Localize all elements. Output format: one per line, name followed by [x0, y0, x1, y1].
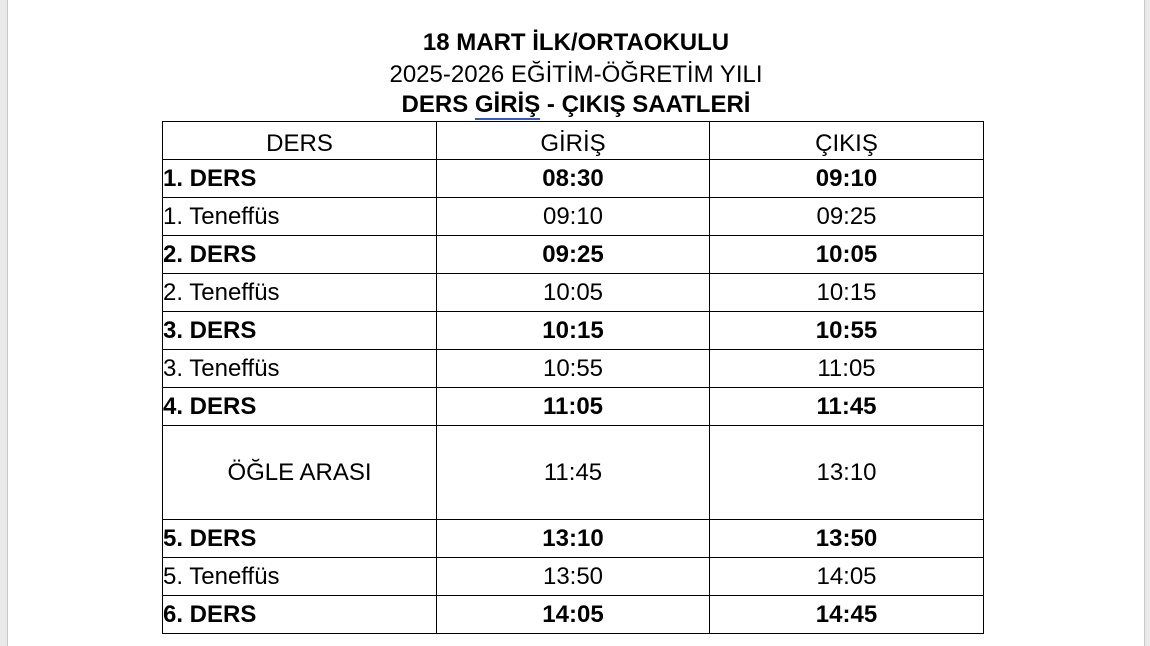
period-name: 1. Teneffüs — [163, 198, 437, 236]
table-row — [163, 520, 984, 558]
exit-time: 13:50 — [710, 520, 984, 558]
schedule-title-part: - ÇIKIŞ SAATLERİ — [540, 91, 751, 118]
period-name: 3. DERS — [163, 312, 437, 350]
exit-time: 14:45 — [710, 596, 984, 634]
period-name: 5. Teneffüs — [163, 558, 437, 596]
entry-time: 10:15 — [437, 312, 710, 350]
entry-time: 11:45 — [437, 426, 710, 520]
table-row — [163, 558, 984, 596]
exit-time: 09:25 — [710, 198, 984, 236]
exit-time: 10:05 — [710, 236, 984, 274]
table-header-row — [163, 122, 984, 160]
entry-time: 14:05 — [437, 596, 710, 634]
column-header-giris: GİRİŞ — [437, 122, 710, 160]
entry-time: 09:25 — [437, 236, 710, 274]
entry-time: 10:55 — [437, 350, 710, 388]
spellcheck-underlined-word[interactable]: GİRİŞ — [474, 91, 541, 118]
academic-year: 2025-2026 EĞİTİM-ÖĞRETİM YILI — [389, 61, 763, 88]
exit-time: 11:05 — [710, 350, 984, 388]
period-name: 3. Teneffüs — [163, 350, 437, 388]
table-row — [163, 426, 984, 520]
entry-time: 11:05 — [437, 388, 710, 426]
entry-time: 09:10 — [437, 198, 710, 236]
period-name: 4. DERS — [163, 388, 437, 426]
period-name: 1. DERS — [163, 160, 437, 198]
entry-time: 13:50 — [437, 558, 710, 596]
table-row — [163, 160, 984, 198]
table-row — [163, 198, 984, 236]
entry-time: 13:10 — [437, 520, 710, 558]
period-name: 6. DERS — [163, 596, 437, 634]
table-row — [163, 312, 984, 350]
document-page — [7, 0, 1145, 646]
schedule-title-part: DERS — [401, 91, 475, 118]
period-name: 2. Teneffüs — [163, 274, 437, 312]
period-name: 2. DERS — [163, 236, 437, 274]
table-row — [163, 596, 984, 634]
column-header-ders: DERS — [163, 122, 437, 160]
table-row — [163, 388, 984, 426]
entry-time: 10:05 — [437, 274, 710, 312]
period-name: 5. DERS — [163, 520, 437, 558]
exit-time: 13:10 — [710, 426, 984, 520]
table-row — [163, 236, 984, 274]
exit-time: 14:05 — [710, 558, 984, 596]
exit-time: 10:55 — [710, 312, 984, 350]
exit-time: 10:15 — [710, 274, 984, 312]
exit-time: 09:10 — [710, 160, 984, 198]
entry-time: 08:30 — [437, 160, 710, 198]
table-row — [163, 274, 984, 312]
exit-time: 11:45 — [710, 388, 984, 426]
table-row — [163, 350, 984, 388]
schedule-title — [8, 90, 1144, 120]
school-title: 18 MART İLK/ORTAOKULU — [422, 29, 730, 56]
period-name: ÖĞLE ARASI — [163, 426, 437, 520]
schedule-table — [162, 121, 984, 634]
column-header-cikis: ÇIKIŞ — [710, 122, 984, 160]
